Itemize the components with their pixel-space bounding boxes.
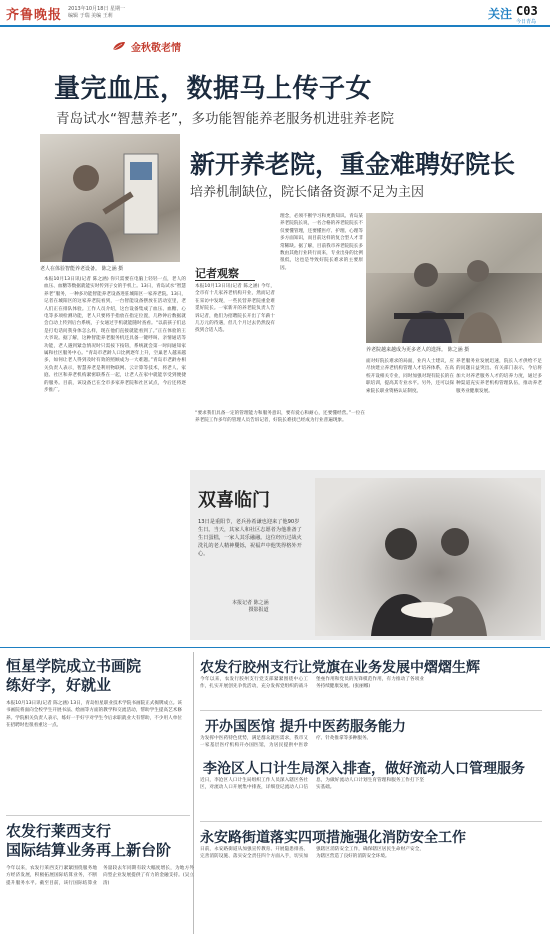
column-tag: 金秋敬老情 xyxy=(131,43,181,54)
page-subtitle: 今日青岛 xyxy=(516,19,537,25)
byline-reporter: 本报记者 陈之涵 xyxy=(232,600,269,606)
masthead-divider xyxy=(0,25,550,27)
library-story-body: 本报10月13日讯(记者 陈之涵) 13日，青岛恒星职业技术学院书画院正式揭牌成立。该书画院将面向全校学生开展书法、绘画等方面的教学和交流活动，帮助学生提高艺术修养。学院相关负责人表示，练好一手好字对学生今后求职就业大有帮助，不少用人单位在招聘时也很看重这一点。 xyxy=(6,701,182,729)
second-story-body-col3: 面对好院长难求的局面，业内人士建议，应尽快建立养老机构管理人才培养体系，在高校开设相关专业，同时加强对现有院长的在职培训，提高其专业水平。另外，还可以探索院长职业资格认证制度。 xyxy=(366,359,454,394)
story-divider xyxy=(6,815,190,816)
byline-note: 摄影报道 xyxy=(248,607,269,613)
reporter-observation-label: 记者观察 xyxy=(195,267,239,280)
bank-party-headline[interactable]: 农发行胶州支行让党旗在业务发展中熠熠生辉 xyxy=(200,660,480,676)
page-number: C03 xyxy=(516,4,538,18)
lead-headline[interactable]: 量完血压，数据马上传子女 xyxy=(54,74,373,104)
photo-illustration xyxy=(40,134,180,262)
photo-feature-text: 13日是重阳节，老兵孙希谦也迎来了他90岁生日。当天，其家人和社区志愿者为他准备了生日蛋糕，一家人其乐融融。这位经历过战火洗礼的老人精神矍铄，祝福声中他笑得格外开心。 xyxy=(198,519,302,557)
newspaper-logo: 齐鲁晚报 xyxy=(6,8,63,23)
second-story-body-bottom: “要求我们具备一定的管理能力和服务意识，要有爱心和耐心，还要懂经营。”一位在养老院工作多年的管理人员告诉记者，好院长难找已经成为行业普遍现象。 xyxy=(195,411,365,424)
floating-population-body: 近日，李沧区人口计生局组织工作人员深入辖区各社区，对流动人口开展集中排查，详细登记流动人口信息，为做好流动人口计划生育管理和服务工作打下坚实基础。 xyxy=(200,778,424,791)
nursing-home-photo xyxy=(366,213,542,343)
date-line: 2013年10月18日 星期一 xyxy=(68,6,126,12)
settlement-headline[interactable] xyxy=(6,822,171,860)
photo-illustration xyxy=(315,478,541,636)
floating-population-headline[interactable]: 李沧区人口计生局深入排查，做好流动人口管理服务 xyxy=(203,761,525,777)
headline-line-1: 恒星学院成立书画院 xyxy=(6,657,142,675)
photo-illustration xyxy=(366,213,542,343)
clinic-headline[interactable]: 开办国医馆 提升中医药服务能力 xyxy=(205,719,406,735)
second-story-body-col4: 养老服务业发展迅速，院长人才供给不足的问题日益突出。有关部门表示，今后将加大对养老服务人才的培养力度，通过多种渠道充实养老机构管理队伍，推动养老服务业健康发展。 xyxy=(456,359,542,394)
clinic-body: 为发挥中医药特色优势，满足群众就医需求，我市又一家基层医疗机构开办国医馆，为居民提供中医诊疗、针灸推拿等多种服务。 xyxy=(200,736,372,749)
masthead-info xyxy=(68,6,125,20)
section-divider xyxy=(0,647,550,648)
photo-feature-byline xyxy=(232,600,269,614)
headline-line-1: 农发行莱西支行 xyxy=(6,822,112,840)
second-headline[interactable]: 新开养老院，重金难聘好院长 xyxy=(190,150,516,179)
photo-caption: 养老院越来越成为更多老人的选择。 陈之涵 摄 xyxy=(366,347,470,353)
leaf-icon xyxy=(112,41,126,51)
fire-safety-body: 日前，永安路街道从加强宣传教育、开展隐患排查、完善消防设施、落实安全责任四个方面入手，切实加强辖区消防安全工作，确保辖区居民生命财产安全，为辖区营造了良好的消防安全环境。 xyxy=(200,847,424,860)
bank-party-body: 今年以来，农发行胶州支行党支部紧紧围绕中心工作，扎实开展创先争优活动，充分发挥党组织的战斗堡垒作用和党员的先锋模范作用，有力推动了各项业务持续健康发展。(张丽娜) xyxy=(200,677,424,690)
settlement-story-body: 今年以来，农发行莱西支行紧紧围绕服务地方经济发展，积极拓展国际结算业务，不断提升服务水平。截至目前，该行国际结算业务量较去年同期有较大幅度增长，为地方外向型企业发展提供了有力的金融支持。(吴立清) xyxy=(6,866,194,886)
headline-line-2: 练好字，好就业 xyxy=(6,676,112,694)
fire-safety-headline[interactable]: 永安路街道落实四项措施强化消防安全工作 xyxy=(200,830,466,846)
story-divider xyxy=(200,710,542,711)
lead-story-body: 本报10月13日讯(记者 陈之涵) 你只需要在电脑上轻轻一点，老人的血压、血糖等数据就能实时传到子女的手机上。13日，青岛试水“智慧养老”服务，一种多功能智能养老设备进驻城阳区一家养老院。13日，记者在城阳区的这家养老院看到，一台智能设备摆放在活动室里，老人们正在排队体验。工作人员介绍，这台设备集成了血压、血糖、心电等多项检测功能，老人只要将手指放在指定位置，几秒钟后数据就会自动上传到后台系统，子女通过手机就能随时查看。“以前孩子们总是打电话问我身体怎么样，现在他们直接就能看到了。”正在体验的王大爷说。据了解，这种智能养老服务机还具备一键呼叫、亲情通话等功能，老人遇到紧急情况时只需按下按钮，系统就会第一时间通知家属和社区服务中心。“青岛市老龄人口比例逐年上升，空巢老人越来越多，如何让老人得到及时有效的照顾成为一大难题。”青岛市老龄办相关负责人表示，智慧养老是利用物联网、云计算等技术，将老人、家庭、社区和养老机构紧密联系在一起，让老人在家中就能享受到便捷的服务。目前，该设备已在全市多家养老院和社区试点，今后还将逐步推广。 xyxy=(44,277,186,394)
library-headline[interactable] xyxy=(6,657,141,695)
birthday-veteran-photo xyxy=(315,478,541,636)
second-story-body-col1: 本报10月13日讯(记者 陈之涵) 今年，全市有十几家养老机构开业，然而记者在采访中发现，一些民营养老院重金难觅好院长。一家新开的养老院负责人告诉记者，他们为招聘院长开出了年薪十几万元的待遇，但几个月过去仍然没有找到合适人选。 xyxy=(195,284,275,334)
second-subheadline: 培养机制缺位，院长储备资源不足为主因 xyxy=(190,185,425,200)
headline-line-2: 国际结算业务再上新台阶 xyxy=(6,841,172,859)
label-underline xyxy=(195,280,255,281)
section-name: 关注 xyxy=(488,7,513,21)
photo-feature-title[interactable]: 双喜临门 xyxy=(198,490,270,511)
editor-line: 编辑 于瑞 美编 王莉 xyxy=(68,13,113,19)
story-divider xyxy=(200,821,542,822)
smart-elderly-device-photo xyxy=(40,134,180,262)
second-story-body-col2: 理念，必须不断学习和更新知识。青岛某养老院院长说，一名合格的养老院院长不仅要懂管理，还要懂医疗、护理、心理等多方面知识，而目前这样的复合型人才非常稀缺。据了解，目前我市养老院院长多数由其他行业转行而来，专业出身的比例很低，这也是导致好院长难求的主要原因。 xyxy=(280,214,363,271)
lead-subheadline: 青岛试水“智慧养老”，多功能智能养老服务机进驻养老院 xyxy=(56,111,394,127)
photo-caption: 老人在体验智能养老设备。 陈之涵 摄 xyxy=(40,266,124,272)
